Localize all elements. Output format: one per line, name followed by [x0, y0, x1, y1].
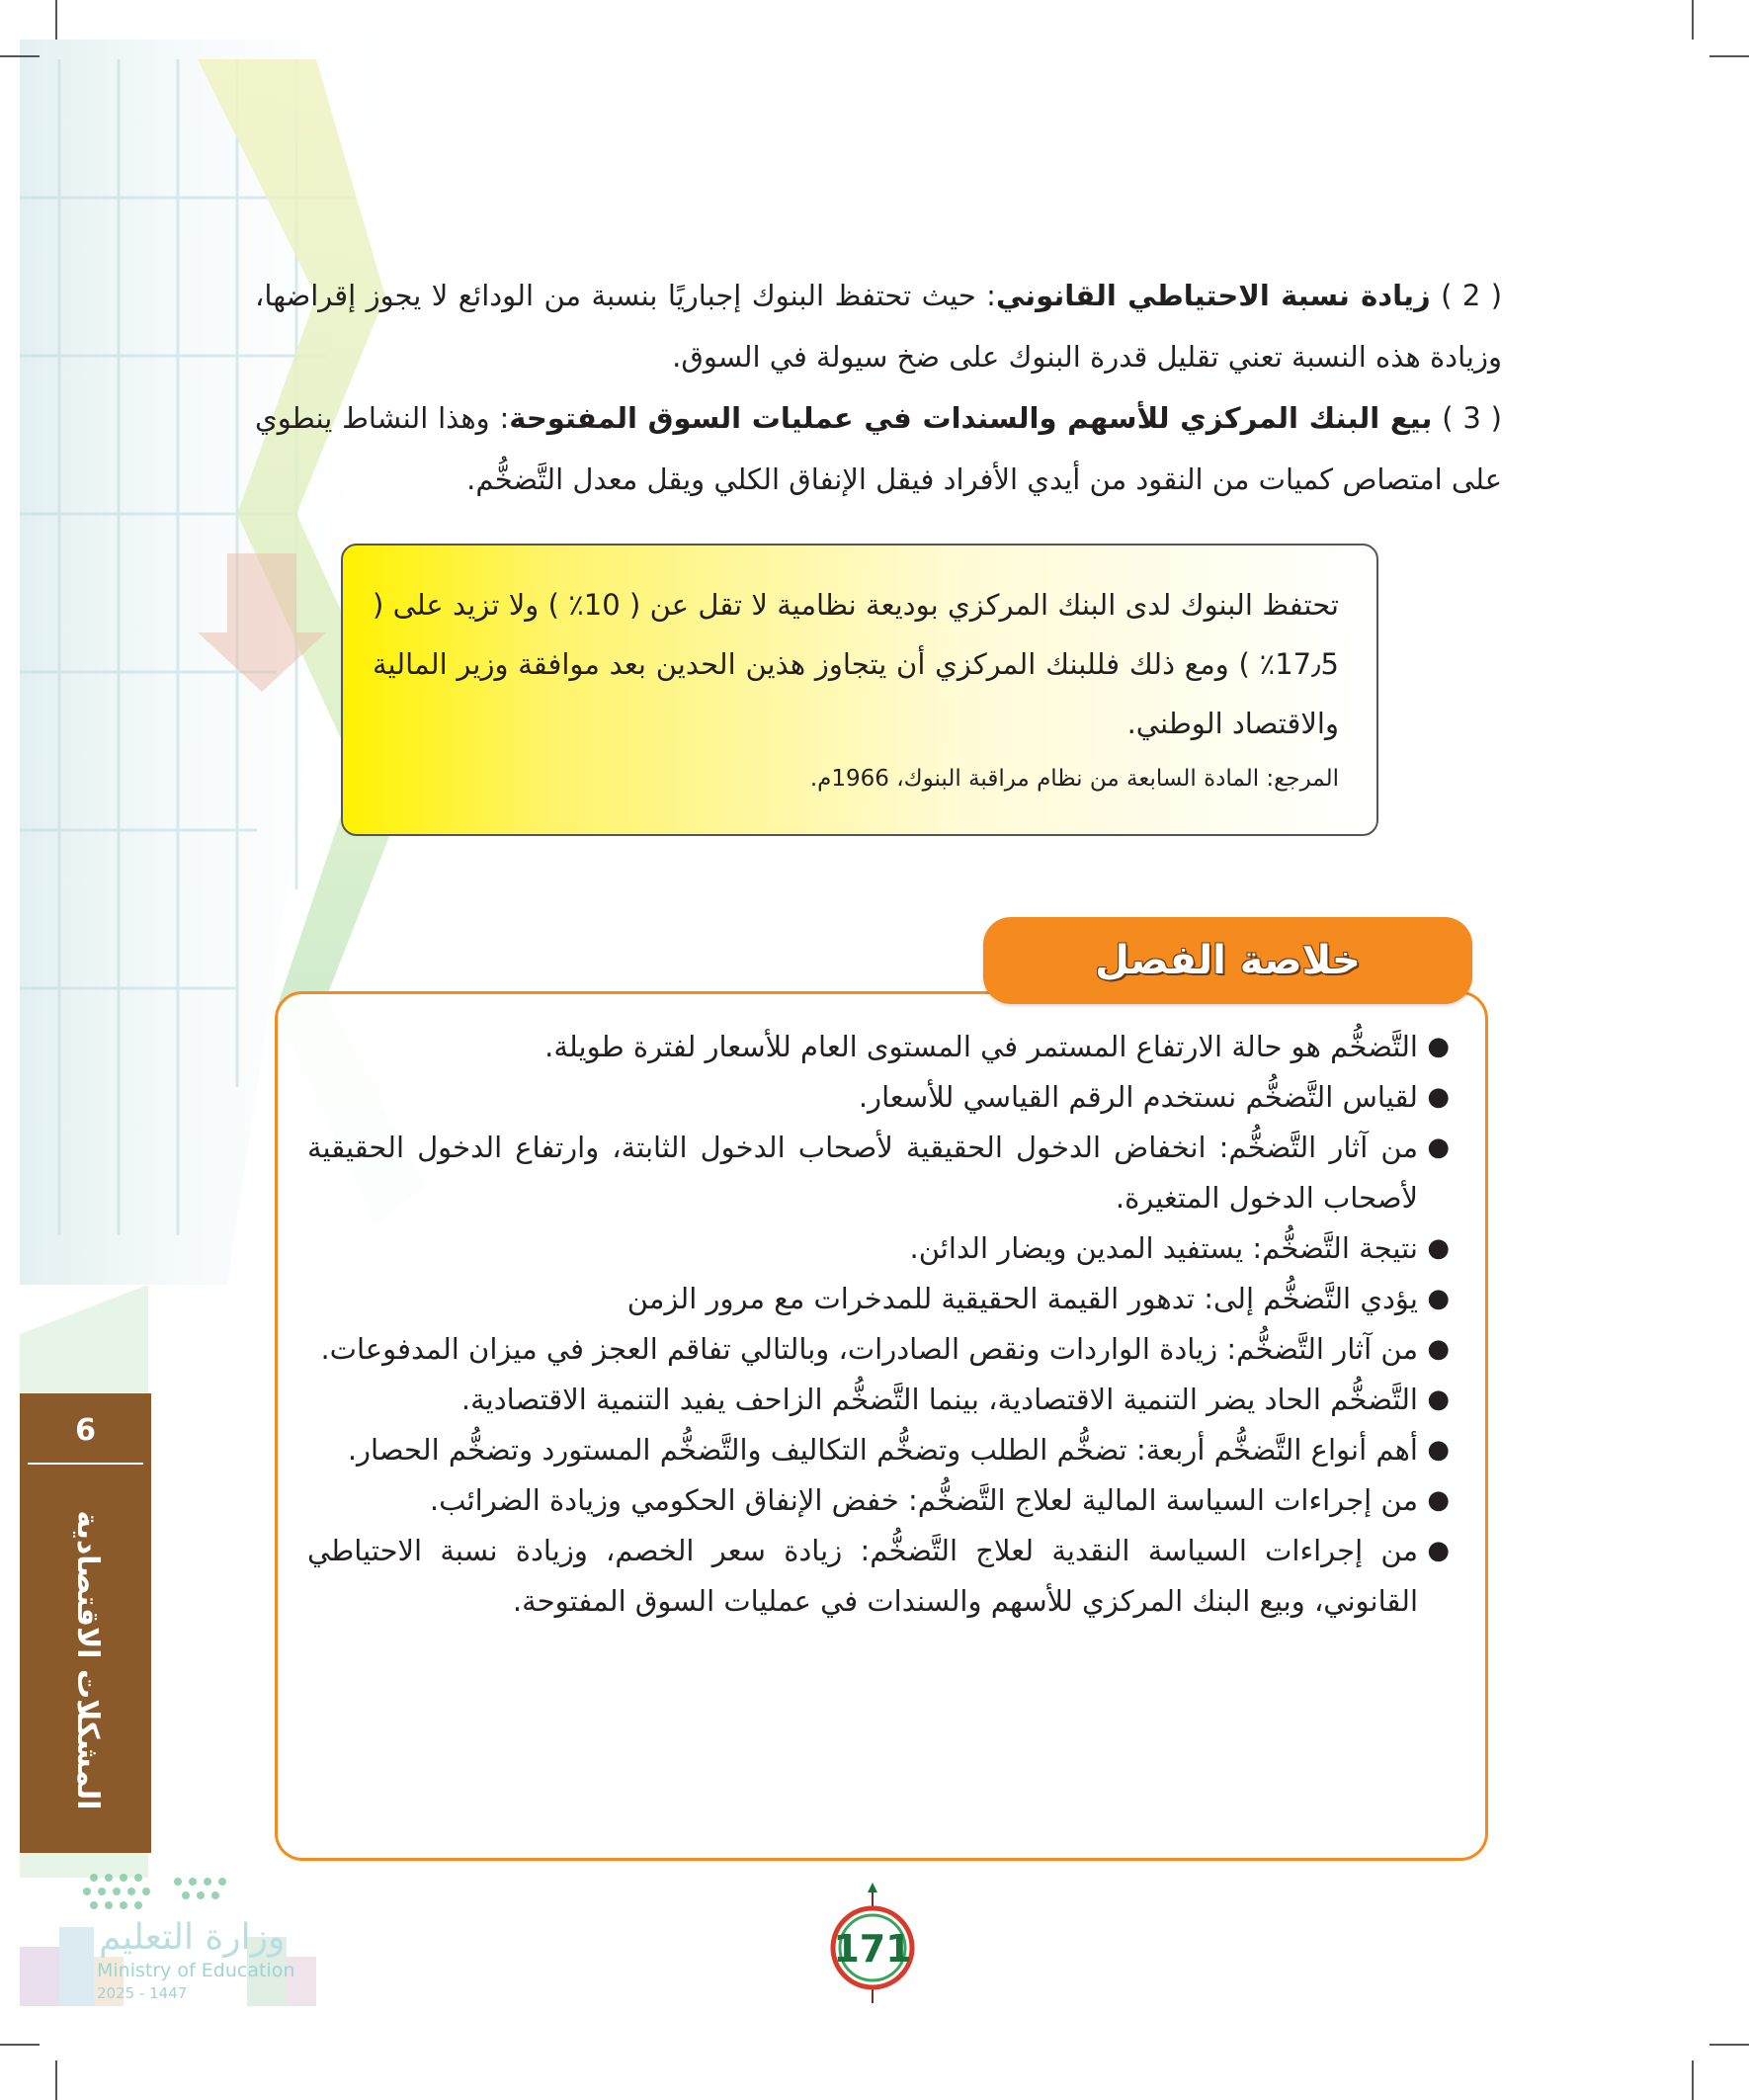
bullet-icon: ●	[1427, 1284, 1450, 1313]
summary-header-tab	[983, 917, 1472, 1004]
info-note-box	[341, 544, 1378, 836]
paragraph-open-market	[255, 387, 1502, 510]
unit-side-tab	[20, 1393, 151, 1853]
bullet-icon: ●	[1427, 1233, 1450, 1263]
crop-mark	[1709, 55, 1749, 57]
bullet-icon: ●	[1427, 1082, 1450, 1112]
bullet-icon: ●	[1427, 1536, 1450, 1565]
item-marker: ( 2 )	[1441, 279, 1503, 312]
bullet-icon: ●	[1427, 1385, 1450, 1414]
unit-divider	[28, 1463, 143, 1465]
summary-title: خلاصة الفصل	[1095, 938, 1361, 983]
list-item: ● لقياس التَّضخُّم نستخدم الرقم القياسي للأسعار.	[307, 1072, 1450, 1123]
paragraph-heading: بيع البنك المركزي للأسهم والسندات في عمليات السوق المفتوحة	[509, 401, 1433, 435]
list-item: ● نتيجة التَّضخُّم: يستفيد المدين ويضار الدائن.	[307, 1223, 1450, 1274]
crop-mark	[1709, 2044, 1749, 2046]
list-item: ● أهم أنواع التَّضخُّم أربعة: تضخُّم الطلب وتضخُّم التكاليف والتَّضخُّم المستورد وتضخُّم الحصار.	[307, 1425, 1450, 1475]
crop-mark	[1692, 2060, 1694, 2100]
list-item: ● التَّضخُّم الحاد يضر التنمية الاقتصادية، بينما التَّضخُّم الزاحف يفيد التنمية الاقتصادية.	[307, 1375, 1450, 1425]
bullet-icon: ●	[1427, 1485, 1450, 1515]
crop-mark	[0, 2044, 40, 2046]
list-item: ● من آثار التَّضخُّم: انخفاض الدخول الحقيقية لأصحاب الدخول الثابتة، وارتفاع الدخول الحقيقية لأصحاب الدخول المتغيرة.	[307, 1123, 1450, 1223]
crop-mark	[0, 55, 40, 57]
crop-mark	[55, 0, 57, 40]
bullet-icon: ●	[1427, 1334, 1450, 1364]
list-item: ● من إجراءات السياسة المالية لعلاج التَّضخُّم: خفض الإنفاق الحكومي وزيادة الضرائب.	[307, 1475, 1450, 1526]
ministry-year: 2025 - 1447	[97, 1984, 188, 2002]
bullet-icon: ●	[1427, 1435, 1450, 1465]
summary-box	[275, 991, 1488, 1861]
paragraph-body: : وهذا النشاط ينطوي على امتصاص كميات من النقود من أيدي الأفراد فيقل الإنفاق الكلي ويقل معدل التَّضخُّم.	[255, 401, 1502, 496]
list-item: ● من آثار التَّضخُّم: زيادة الواردات ونقص الصادرات، وبالتالي تفاقم العجز في ميزان المدفوعات.	[307, 1324, 1450, 1375]
paragraph-heading: زيادة نسبة الاحتياطي القانوني	[995, 279, 1431, 312]
summary-list	[307, 1022, 1450, 1627]
unit-title: المشكلات الاقتصادية	[70, 1510, 105, 1810]
note-reference: المرجع: المادة السابعة من نظام مراقبة البنوك، 1966م.	[809, 766, 1339, 792]
list-item: ● من إجراءات السياسة النقدية لعلاج التَّضخُّم: زيادة سعر الخصم، وزيادة نسبة الاحتياطي القانوني، وبيع البنك المركزي للأسهم والسندات في عمليات السوق المفتوحة.	[307, 1526, 1450, 1627]
unit-number: 6	[75, 1413, 96, 1448]
ministry-name-ar: وزارة التعليم	[99, 1917, 286, 1958]
paragraph-body: : حيث تحتفظ البنوك إجباريًا بنسبة من الودائع لا يجوز إقراضها، وزيادة هذه النسبة تعني تقليل قدرة البنوك على ضخ سيولة في السوق.	[255, 279, 1502, 374]
page-number: 171	[833, 1927, 912, 1971]
crop-mark	[1692, 0, 1694, 40]
item-marker: ( 3 )	[1442, 401, 1502, 435]
paragraph-reserve-ratio	[255, 265, 1502, 387]
bullet-icon: ●	[1427, 1032, 1450, 1061]
list-item: ● التَّضخُّم هو حالة الارتفاع المستمر في المستوى العام للأسعار لفترة طويلة.	[307, 1022, 1450, 1072]
list-item: ● يؤدي التَّضخُّم إلى: تدهور القيمة الحقيقية للمدخرات مع مرور الزمن	[307, 1274, 1450, 1324]
note-text: تحتفظ البنوك لدى البنك المركزي بوديعة نظامية لا تقل عن ( 10٪ ) ولا تزيد على ( 17٫5٪ ) ومع ذلك فللبنك المركزي أن يتجاوز هذين الحدين بعد موافقة وزير المالية والاقتصاد الوطني.	[373, 588, 1340, 740]
crop-mark	[55, 2060, 57, 2100]
ministry-name-en: Ministry of Education	[97, 1960, 295, 1981]
bullet-icon: ●	[1427, 1133, 1450, 1162]
